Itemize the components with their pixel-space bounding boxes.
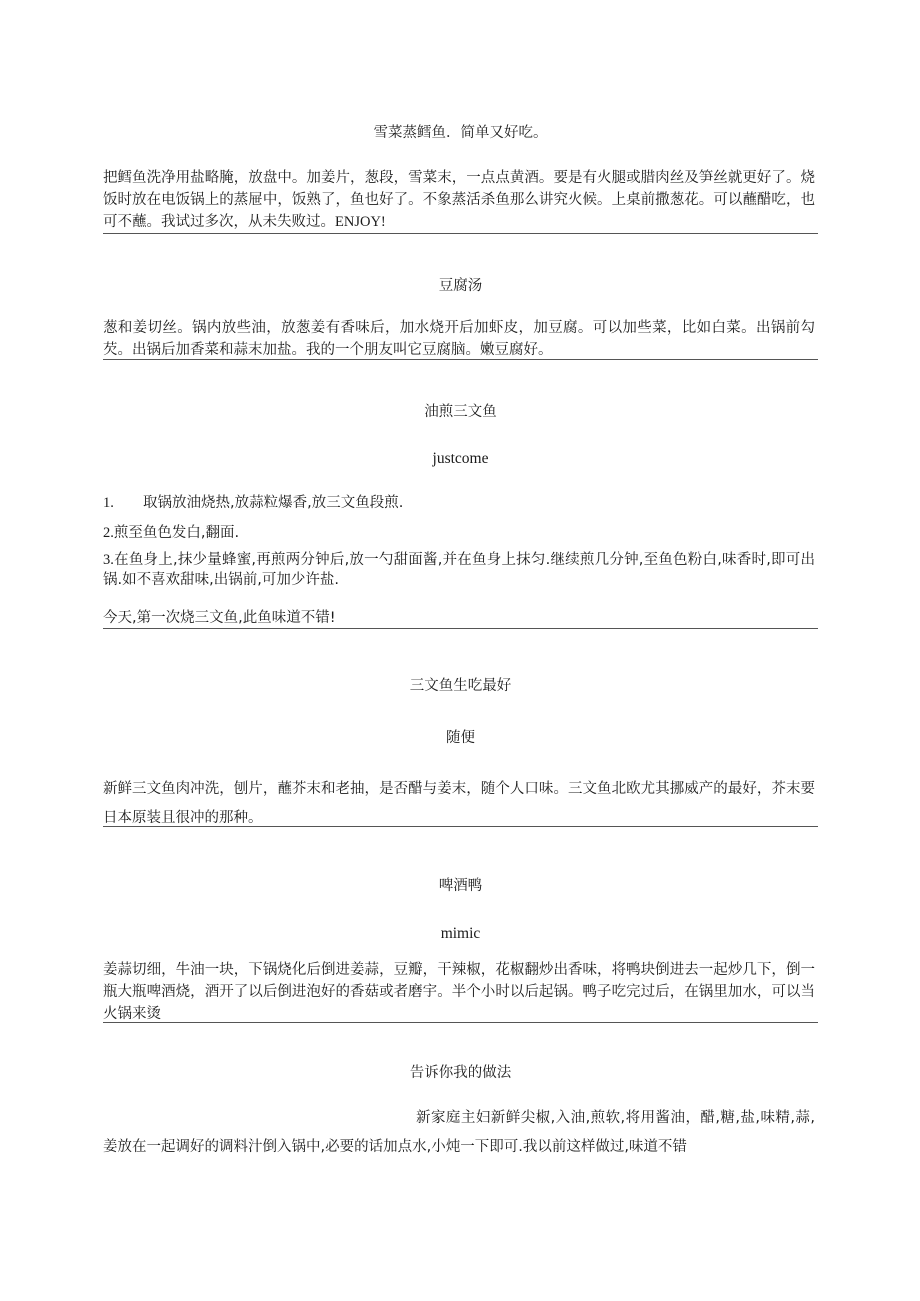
recipe-step-1	[103, 492, 815, 514]
recipe-body-raw-salmon: 新鲜三文鱼肉冲洗，刨片，蘸芥末和老抽，是否醋与姜末，随个人口味。三文鱼北欧尤其挪威产的最好，芥末要日本原装且很冲的那种。	[103, 781, 815, 826]
recipe-title-my-method: 告诉你我的做法	[409, 1065, 512, 1081]
section-divider	[103, 628, 818, 629]
recipe-body-cod	[103, 167, 815, 233]
recipe-body-tofu-soup: 葱和姜切丝。锅内放些油，放葱姜有香味后，加水烧开后加虾皮，加豆腐。可以加些菜，比如白菜。出锅前勾芡。出锅后加香菜和蒜末加盐。我的一个朋友叫它豆腐脑。嫩豆腐好。	[103, 320, 815, 358]
recipe-body-cod-text: 把鳕鱼洗净用盐略腌，放盘中。加姜片，葱段，雪菜末，一点点黄酒。要是有火腿或腊肉丝及笋丝就更好了。烧饭时放在电饭锅上的蒸屉中，饭熟了，鱼也好了。不象蒸活杀鱼那么讲究火候。上桌前撒葱花。可以蘸醋吃，也可不蘸。我试过多次，从未失败过。	[103, 170, 815, 230]
recipe-title-raw-salmon: 三文鱼生吃最好	[409, 678, 512, 694]
recipe-author-fried-salmon: justcome	[432, 450, 489, 467]
section-divider	[103, 359, 818, 360]
step-number: 2.	[103, 525, 114, 541]
step-text: 煎至鱼色发白,翻面.	[113, 525, 240, 541]
recipe-body-cod-enjoy: ENJOY!	[335, 214, 386, 230]
recipe-body-beer-duck: 姜蒜切细，牛油一块，下锅烧化后倒进姜蒜，豆瓣，干辣椒，花椒翻炒出香味，将鸭块倒进去一起炒几下，倒一瓶大瓶啤酒烧，酒开了以后倒进泡好的香菇或者磨宇。半个小时以后起锅。鸭子吃完过后，在锅里加水，可以当火锅来烫	[103, 962, 815, 1022]
recipe-step-3	[103, 550, 815, 590]
recipe-author-beer-duck: mimic	[440, 925, 481, 942]
recipe-title-beer-duck: 啤酒鸭	[438, 878, 483, 894]
recipe-title-tofu-soup: 豆腐汤	[438, 278, 483, 294]
recipe-body-my-method: 新家庭主妇新鲜尖椒,入油,煎软,将用酱油，醋,糖,盐,味精,蒜,姜放在一起调好的调料汁倒入锅中,必要的话加点水,小炖一下即可.我以前这样做过,味道不错	[103, 1110, 815, 1155]
step-text: 取锅放油烧热,放蒜粒爆香,放三文鱼段煎.	[143, 495, 404, 511]
recipe-note-fried-salmon: 今天,第一次烧三文鱼,此鱼味道不错!	[103, 610, 336, 626]
recipe-title-fried-salmon: 油煎三文鱼	[424, 404, 497, 420]
section-divider	[103, 1022, 818, 1023]
section-divider	[103, 826, 818, 827]
recipe-title-cod: 雪菜蒸鳕鱼．简单又好吃。	[373, 125, 548, 141]
recipe-step-2	[103, 522, 815, 544]
recipe-author-raw-salmon: 随便	[446, 730, 475, 746]
step-text: 在鱼身上,抹少量蜂蜜,再煎两分钟后,放一勺甜面酱,并在鱼身上抹匀.继续煎几分钟,至鱼色粉白,味香时,即可出锅.如不喜欢甜味,出锅前,可加少许盐.	[103, 552, 815, 588]
step-number: 3.	[103, 552, 114, 568]
step-number: 1.	[103, 495, 114, 511]
section-divider	[103, 233, 818, 234]
